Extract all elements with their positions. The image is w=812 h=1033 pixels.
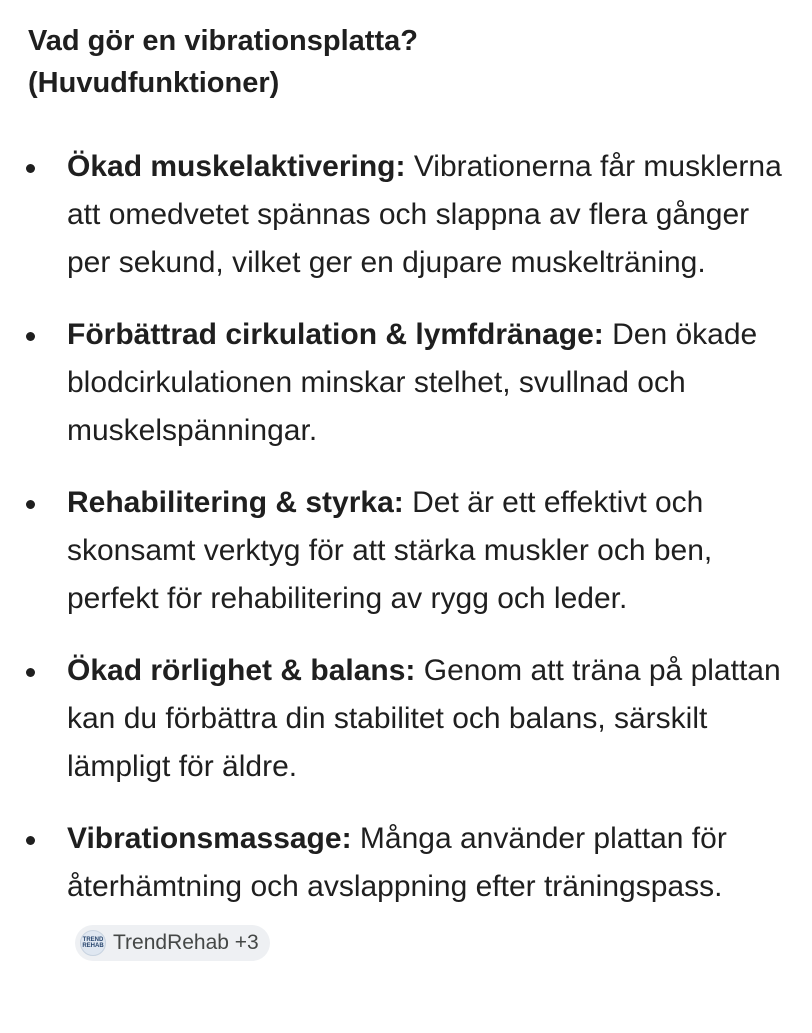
bullet-icon: [26, 164, 35, 173]
item-text: Genom att träna på plattan kan du förbättra din stabilitet och balans, särskilt lämpligt för äldre.: [67, 654, 781, 783]
bullet-icon: [26, 836, 35, 845]
item-text: Vibrationerna får musklerna att omedvetet spännas och slappna av flera gånger per sekund, vilket ger en djupare muskelträning.: [67, 150, 782, 279]
section-heading: [28, 20, 788, 104]
heading-line-1: Vad gör en vibrationsplatta?: [28, 25, 418, 57]
item-term: Vibrationsmassage:: [67, 822, 352, 855]
list-item: [0, 815, 812, 961]
item-text: Den ökade blodcirkulationen minskar stelhet, svullnad och muskelspänningar.: [67, 318, 758, 447]
item-term: Ökad muskelaktivering:: [67, 150, 406, 183]
trendrehab-logo-icon: TREND REHAB: [80, 930, 106, 956]
item-term: Förbättrad cirkulation & lymfdränage:: [67, 318, 604, 351]
list-item: [0, 479, 812, 623]
item-term: Rehabilitering & styrka:: [67, 486, 404, 519]
item-term: Ökad rörlighet & balans:: [67, 654, 416, 687]
list-item: [0, 143, 812, 287]
heading-line-2: (Huvudfunktioner): [28, 67, 280, 99]
function-list: [0, 143, 812, 985]
source-chip-label: TrendRehab +3: [113, 931, 259, 954]
source-chip[interactable]: [75, 925, 270, 961]
bullet-icon: [26, 500, 35, 509]
item-text: Det är ett effektivt och skonsamt verktyg för att stärka muskler och ben, perfekt för rehabilitering av rygg och leder.: [67, 486, 713, 615]
bullet-icon: [26, 668, 35, 677]
list-item: [0, 647, 812, 791]
bullet-icon: [26, 332, 35, 341]
item-text: Många använder plattan för återhämtning och avslappning efter träningspass.: [67, 822, 727, 903]
list-item: [0, 311, 812, 455]
